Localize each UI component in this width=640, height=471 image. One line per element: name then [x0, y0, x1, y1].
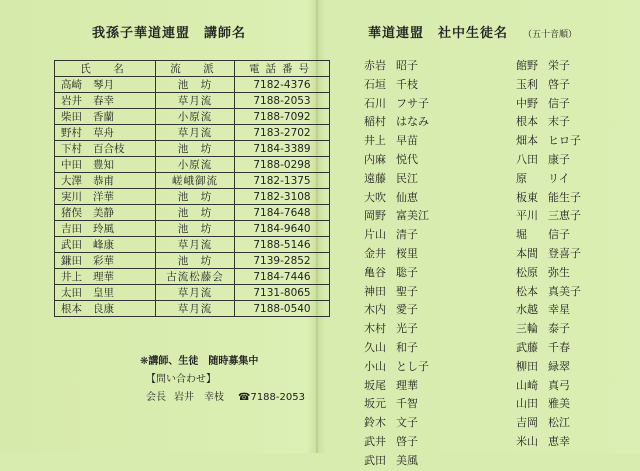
- president-line: [140, 389, 305, 407]
- student-surname: 八田: [516, 152, 538, 166]
- teacher-surname: 鎌田: [61, 255, 82, 267]
- student-surname: 中野: [516, 96, 538, 110]
- student-given-name: 信子: [548, 96, 570, 110]
- student-given-name: 栄子: [548, 59, 570, 72]
- student-entry: [364, 189, 429, 208]
- student-given-name: 桜里: [396, 246, 418, 260]
- students-title: 華道連盟: [368, 26, 425, 41]
- student-entry: [364, 433, 429, 452]
- teacher-row: [55, 109, 330, 125]
- student-given-name: 真美子: [548, 284, 581, 298]
- contact-label: 【問い合わせ】: [146, 374, 216, 385]
- teacher-phone: 7184-7446: [235, 269, 330, 285]
- student-surname: 武藤: [516, 340, 538, 354]
- teacher-surname: 根本: [61, 303, 82, 315]
- student-surname: 柳田: [516, 359, 538, 373]
- student-given-name: 恵幸: [548, 434, 570, 448]
- student-given-name: 千枝: [396, 77, 418, 91]
- student-given-name: 真弓: [548, 378, 570, 392]
- contact-notes: [140, 353, 305, 407]
- student-given-name: 啓子: [548, 77, 570, 91]
- teacher-name-cell: [55, 189, 156, 205]
- teacher-school: 小原流: [156, 157, 235, 173]
- student-surname: 稲村: [364, 115, 386, 129]
- teacher-given-name: 春幸: [93, 95, 114, 107]
- teacher-school: 草月流: [156, 285, 235, 301]
- student-surname: 坂元: [364, 397, 386, 411]
- teacher-school: 池 坊: [156, 221, 235, 237]
- student-surname: 武井: [364, 434, 386, 448]
- student-given-name: 和子: [396, 340, 418, 354]
- student-given-name: 昭子: [396, 59, 418, 72]
- teacher-name-cell: [55, 125, 156, 141]
- student-surname: 石川: [364, 96, 386, 110]
- teacher-name-cell: [55, 157, 156, 173]
- teachers-title: 我孫子華道連盟: [92, 26, 191, 41]
- teacher-school: 嵯峨御流: [156, 173, 235, 189]
- teacher-row: [55, 253, 330, 269]
- student-surname: 神田: [364, 284, 386, 298]
- student-entry: [364, 395, 429, 414]
- student-given-name: はなみ: [396, 115, 429, 129]
- student-surname: 亀谷: [364, 265, 386, 279]
- student-surname: 平川: [516, 209, 538, 223]
- teacher-name-cell: [55, 173, 156, 189]
- student-given-name: 末子: [548, 115, 570, 129]
- teachers-heading: [92, 22, 246, 41]
- teacher-phone: 7182-4376: [235, 77, 330, 93]
- student-given-name: 泰子: [548, 322, 570, 336]
- teacher-row: [55, 221, 330, 237]
- student-given-name: 緑翠: [548, 359, 570, 373]
- student-entry: [516, 226, 581, 245]
- student-given-name: 雅美: [548, 397, 570, 411]
- student-surname: 水越: [516, 303, 538, 317]
- teacher-given-name: 草舟: [93, 127, 114, 139]
- header-phone: 電話番号: [235, 61, 330, 77]
- student-entry: [364, 151, 429, 170]
- teacher-surname: 実川: [61, 191, 82, 203]
- student-entry: [364, 414, 429, 433]
- student-given-name: 美風: [396, 453, 418, 467]
- student-entry: [516, 414, 581, 433]
- student-surname: 吉岡: [516, 416, 538, 430]
- teacher-surname: 井上: [61, 271, 82, 283]
- student-given-name: ヒロ子: [548, 134, 581, 148]
- teacher-phone: 7182-3108: [235, 189, 330, 205]
- student-entry: [364, 377, 429, 396]
- teacher-surname: 吉田: [61, 223, 82, 235]
- student-given-name: 早苗: [396, 134, 418, 148]
- student-entry: [516, 95, 581, 114]
- student-surname: 館野: [516, 59, 538, 72]
- student-entry: [516, 170, 581, 189]
- student-entry: [516, 264, 581, 283]
- student-entry: [364, 320, 429, 339]
- teacher-surname: 中田: [61, 159, 82, 171]
- student-surname: 板東: [516, 190, 538, 204]
- student-entry: [364, 339, 429, 358]
- student-given-name: 幸星: [548, 303, 570, 317]
- teacher-phone: 7188-7092: [235, 109, 330, 125]
- student-surname: 米山: [516, 434, 538, 448]
- student-surname: 井上: [364, 134, 386, 148]
- student-surname: 片山: [364, 228, 386, 242]
- students-column-1: [364, 57, 429, 471]
- student-entry: [364, 113, 429, 132]
- teachers-table-header: [55, 61, 330, 77]
- student-entry: [364, 245, 429, 264]
- teacher-given-name: 恭甫: [93, 175, 114, 187]
- teacher-phone: 7188-0298: [235, 157, 330, 173]
- teacher-phone: 7188-2053: [235, 93, 330, 109]
- student-given-name: 富美江: [396, 209, 429, 223]
- student-surname: 坂尾: [364, 378, 386, 392]
- teacher-given-name: 琴月: [93, 79, 114, 91]
- student-given-name: 啓子: [396, 434, 418, 448]
- student-entry: [364, 207, 429, 226]
- student-entry: [516, 433, 581, 452]
- student-given-name: 仙恵: [396, 190, 418, 204]
- student-entry: [364, 95, 429, 114]
- teacher-row: [55, 205, 330, 221]
- order-note: （五十音順）: [523, 30, 578, 40]
- student-surname: 山田: [516, 397, 538, 411]
- student-surname: 根本: [516, 115, 538, 129]
- student-surname: 木内: [364, 303, 386, 317]
- student-given-name: 文子: [396, 416, 418, 430]
- teacher-row: [55, 77, 330, 93]
- student-given-name: 悦代: [396, 152, 418, 166]
- teacher-surname: 大澤: [61, 175, 82, 187]
- teacher-phone: 7182-1375: [235, 173, 330, 189]
- teacher-school: 古流松藤会: [156, 269, 235, 285]
- student-surname: 鈴木: [364, 416, 386, 430]
- teacher-row: [55, 93, 330, 109]
- student-entry: [364, 452, 429, 471]
- teacher-school: 池 坊: [156, 141, 235, 157]
- teacher-row: [55, 173, 330, 189]
- student-surname: 玉利: [516, 77, 538, 91]
- student-given-name: とし子: [396, 359, 429, 373]
- student-given-name: 能生子: [548, 190, 581, 204]
- students-subtitle: 社中生徒名: [438, 26, 509, 41]
- teacher-name-cell: [55, 109, 156, 125]
- teacher-school: 池 坊: [156, 77, 235, 93]
- teacher-school: 池 坊: [156, 189, 235, 205]
- teacher-row: [55, 141, 330, 157]
- student-given-name: 康子: [548, 152, 570, 166]
- student-surname: 本間: [516, 246, 538, 260]
- student-given-name: リイ: [548, 171, 570, 185]
- teachers-table-body: [55, 77, 330, 317]
- student-given-name: 清子: [396, 228, 418, 242]
- student-given-name: 登喜子: [548, 246, 581, 260]
- student-given-name: 聡子: [396, 265, 418, 279]
- teacher-row: [55, 125, 330, 141]
- student-surname: 遠藤: [364, 171, 386, 185]
- student-surname: 松本: [516, 284, 538, 298]
- teacher-name-cell: [55, 77, 156, 93]
- teacher-row: [55, 189, 330, 205]
- student-entry: [516, 57, 581, 76]
- student-entry: [516, 207, 581, 226]
- student-given-name: 三恵子: [548, 209, 581, 223]
- teacher-school: 池 坊: [156, 205, 235, 221]
- student-surname: 木村: [364, 322, 386, 336]
- teacher-phone: 7184-7648: [235, 205, 330, 221]
- teacher-given-name: 玲風: [93, 223, 114, 235]
- student-given-name: 聖子: [396, 284, 418, 298]
- teacher-school: 草月流: [156, 237, 235, 253]
- student-given-name: 愛子: [396, 303, 418, 317]
- teacher-phone: 7139-2852: [235, 253, 330, 269]
- student-entry: [516, 320, 581, 339]
- teacher-name-cell: [55, 237, 156, 253]
- teacher-phone: 7183-2702: [235, 125, 330, 141]
- student-entry: [364, 301, 429, 320]
- teacher-school: 小原流: [156, 109, 235, 125]
- student-surname: 小山: [364, 359, 386, 373]
- teacher-name-cell: [55, 93, 156, 109]
- student-entry: [364, 264, 429, 283]
- teacher-name-cell: [55, 285, 156, 301]
- teacher-surname: 野村: [61, 127, 82, 139]
- teacher-phone: 7131-8065: [235, 285, 330, 301]
- students-heading: [368, 22, 508, 41]
- student-given-name: 松江: [548, 416, 570, 430]
- student-entry: [516, 113, 581, 132]
- student-given-name: 千智: [396, 397, 418, 411]
- student-entry: [516, 151, 581, 170]
- teacher-school: 草月流: [156, 301, 235, 317]
- student-entry: [516, 395, 581, 414]
- teacher-name-cell: [55, 141, 156, 157]
- teacher-row: [55, 285, 330, 301]
- student-entry: [364, 170, 429, 189]
- teacher-row: [55, 157, 330, 173]
- teacher-given-name: 皇里: [93, 287, 114, 299]
- student-given-name: 弥生: [548, 265, 570, 279]
- teacher-surname: 柴田: [61, 111, 82, 123]
- teacher-given-name: 理華: [93, 271, 114, 283]
- teacher-name-cell: [55, 269, 156, 285]
- student-entry: [516, 301, 581, 320]
- student-surname: 石垣: [364, 77, 386, 91]
- president-name: 岩井 幸枝: [174, 392, 224, 403]
- teacher-school: 池 坊: [156, 253, 235, 269]
- student-entry: [364, 76, 429, 95]
- student-entry: [516, 339, 581, 358]
- students-column-2: [516, 57, 581, 452]
- student-entry: [516, 76, 581, 95]
- student-entry: [364, 132, 429, 151]
- student-surname: 久山: [364, 340, 386, 354]
- teacher-surname: 高崎: [61, 79, 82, 91]
- student-surname: 内麻: [364, 152, 386, 166]
- student-entry: [516, 245, 581, 264]
- student-entry: [364, 358, 429, 377]
- student-given-name: 理華: [396, 378, 418, 392]
- student-surname: 大吹: [364, 190, 386, 204]
- student-surname: 松原: [516, 265, 538, 279]
- teacher-name-cell: [55, 301, 156, 317]
- teacher-surname: 太田: [61, 287, 82, 299]
- recruit-note: ❋講師、生徒 随時募集中: [140, 356, 259, 367]
- president-title: 会長: [146, 392, 166, 403]
- teacher-name-cell: [55, 205, 156, 221]
- teacher-phone: 7184-3389: [235, 141, 330, 157]
- teacher-given-name: 洋華: [93, 191, 114, 203]
- student-entry: [516, 189, 581, 208]
- teacher-surname: 岩井: [61, 95, 82, 107]
- student-surname: 三輪: [516, 322, 538, 336]
- header-school: 流 派: [156, 61, 235, 77]
- student-given-name: 信子: [548, 228, 570, 242]
- teacher-given-name: 香蘭: [93, 111, 114, 123]
- student-surname: 原: [516, 171, 527, 185]
- student-given-name: フサ子: [396, 96, 429, 110]
- student-entry: [364, 57, 429, 76]
- teacher-given-name: 良康: [93, 303, 114, 315]
- contact-phone: ☎7188-2053: [238, 392, 305, 403]
- student-surname: 畑本: [516, 134, 538, 148]
- student-surname: 武田: [364, 453, 386, 467]
- teacher-given-name: 百合枝: [93, 143, 125, 155]
- teacher-surname: 下村: [61, 143, 82, 155]
- student-given-name: 民江: [396, 171, 418, 185]
- student-entry: [364, 226, 429, 245]
- teachers-subtitle: 講師名: [204, 26, 247, 41]
- teacher-given-name: 豊知: [93, 159, 114, 171]
- student-given-name: 千春: [548, 340, 570, 354]
- student-entry: [516, 283, 581, 302]
- header-name: 氏 名: [55, 61, 156, 77]
- teacher-school: 草月流: [156, 93, 235, 109]
- student-surname: 堀: [516, 228, 527, 242]
- teacher-row: [55, 301, 330, 317]
- student-entry: [364, 283, 429, 302]
- student-given-name: 光子: [396, 322, 418, 336]
- student-entry: [516, 132, 581, 151]
- teacher-phone: 7188-0540: [235, 301, 330, 317]
- teacher-phone: 7184-9640: [235, 221, 330, 237]
- teacher-surname: 武田: [61, 239, 82, 251]
- teacher-school: 草月流: [156, 125, 235, 141]
- student-entry: [516, 358, 581, 377]
- teacher-given-name: 美静: [93, 207, 114, 219]
- teachers-table: [54, 60, 330, 317]
- teacher-name-cell: [55, 221, 156, 237]
- teacher-phone: 7188-5146: [235, 237, 330, 253]
- student-surname: 赤岩: [364, 59, 386, 72]
- teacher-given-name: 彩華: [93, 255, 114, 267]
- student-surname: 山崎: [516, 378, 538, 392]
- teacher-row: [55, 237, 330, 253]
- student-surname: 金井: [364, 246, 386, 260]
- teacher-surname: 猪俣: [61, 207, 82, 219]
- teacher-row: [55, 269, 330, 285]
- teacher-name-cell: [55, 253, 156, 269]
- teacher-given-name: 峰康: [93, 239, 114, 251]
- student-entry: [516, 377, 581, 396]
- student-surname: 岡野: [364, 209, 386, 223]
